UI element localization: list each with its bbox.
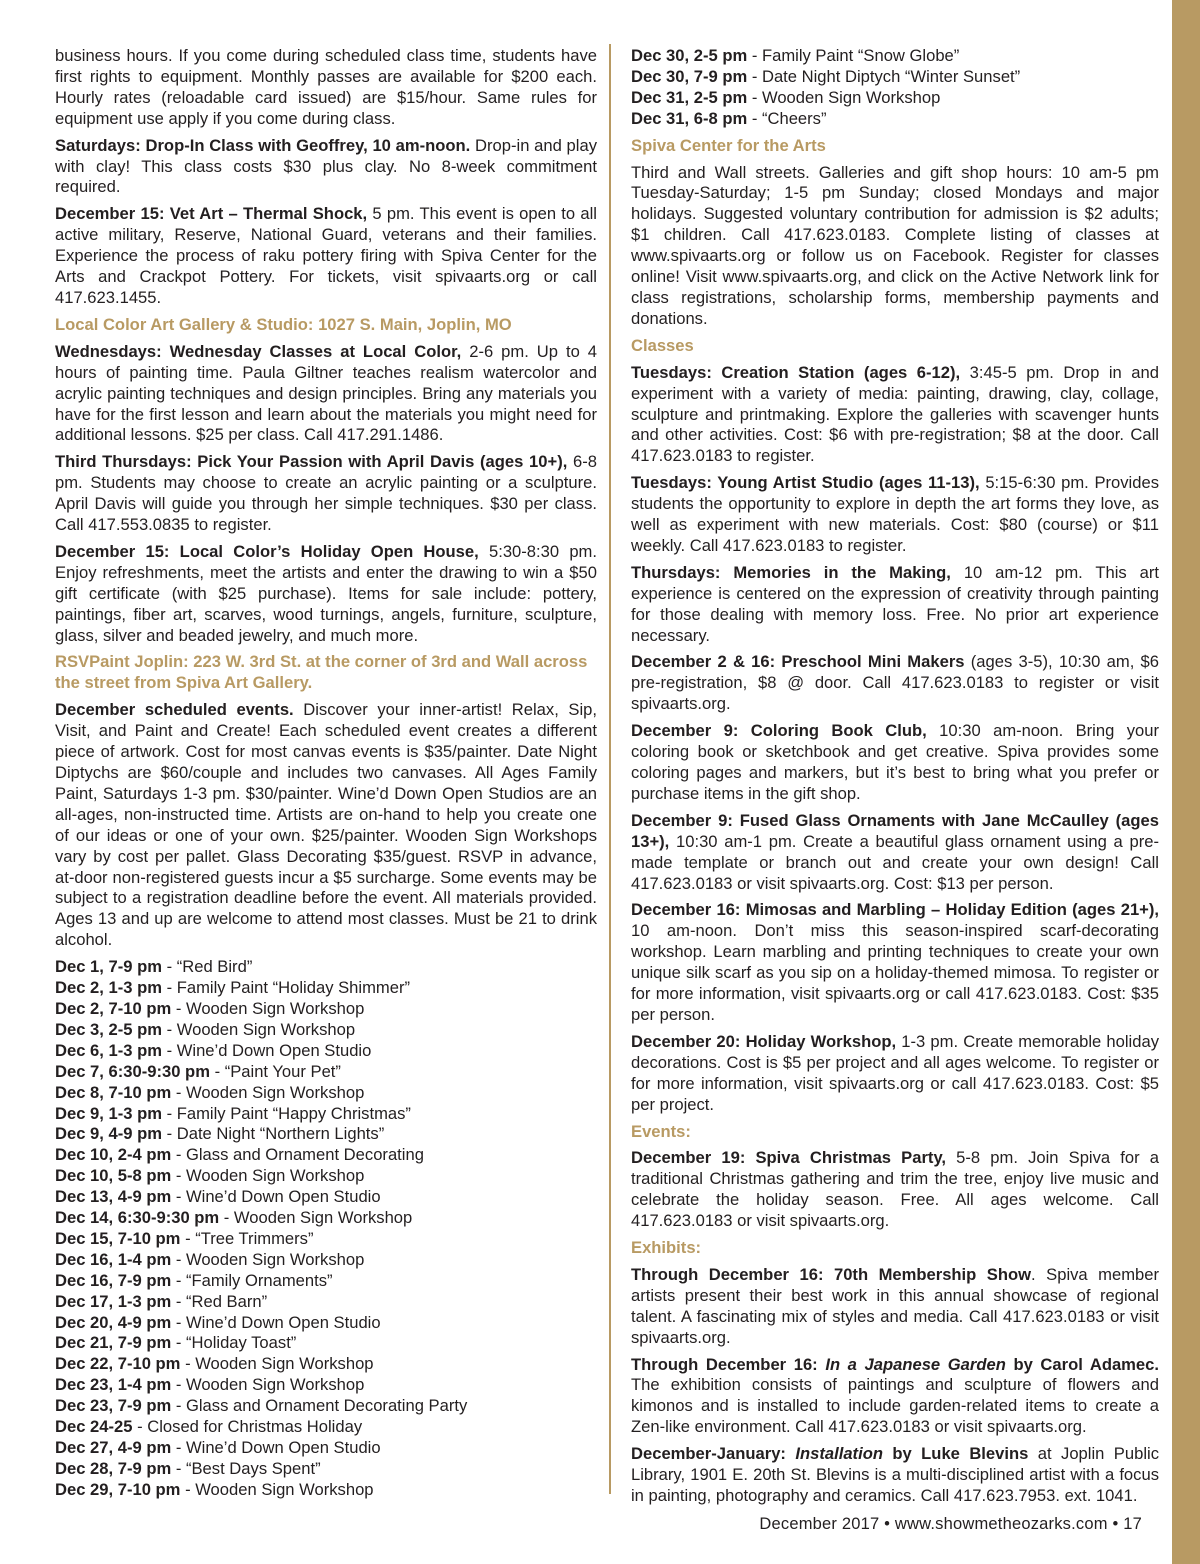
intro-text: business hours. If you come during scheduled class time, students have first rights to equipment. Monthly passes are available for $200 each. Hourly rates (reloadable card issued) are $15/hour. Same rules for equipment use apply if you come during class.: [55, 46, 597, 128]
entry-text: 6-8 pm. Students may choose to create an acrylic painting or a sculpture. April Davis will guide you through her simple techniques. $30 per class. Call 417.553.0835 to register.: [55, 452, 597, 535]
event-title: - Wooden Sign Workshop: [180, 1354, 374, 1374]
event-title: - “Holiday Toast”: [171, 1333, 297, 1353]
event-date: Dec 1, 7-9 pm: [55, 957, 162, 977]
entry-title: December scheduled events.: [55, 700, 294, 720]
vet-art-entry: [55, 204, 597, 309]
entry-text: at Joplin Public Library, 1901 E. 20th St. Blevins is a multi-disciplined artist with a focus in painting, photography and ceramics. Call 417.623.7953. ext. 1041.: [631, 1444, 1160, 1505]
holiday-workshop-entry: [631, 1032, 1159, 1116]
event-date: Dec 24-25: [55, 1417, 133, 1437]
event-date: Dec 9, 1-3 pm: [55, 1103, 162, 1123]
rsvpaint-heading: RSVPaint Joplin: 223 W. 3rd St. at the corner of 3rd and Wall across the street from Spiva Art Gallery.: [55, 652, 588, 693]
event-line: [55, 1292, 597, 1313]
preschool-mini-makers-entry: [631, 652, 1159, 715]
event-line: [55, 1229, 597, 1250]
event-date: Dec 3, 2-5 pm: [55, 1019, 162, 1039]
memories-in-the-making-entry: [631, 563, 1159, 647]
entry-text: Drop-in and play with clay! This class costs $30 plus clay. No 8-week commitment required.: [55, 135, 598, 197]
spiva-heading: Spiva Center for the Arts: [631, 135, 826, 155]
event-line: [55, 1333, 597, 1354]
event-title: - Wooden Sign Workshop: [171, 1082, 365, 1102]
event-line: [55, 1166, 597, 1187]
young-artist-studio-entry: [631, 473, 1159, 557]
event-date: Dec 29, 7-10 pm: [55, 1479, 181, 1499]
event-date: Dec 27, 4-9 pm: [55, 1438, 172, 1457]
event-date: Dec 16, 1-4 pm: [55, 1249, 172, 1269]
event-line: [55, 1145, 597, 1166]
event-title: - Wooden Sign Workshop: [171, 1166, 365, 1186]
event-title: - “Red Bird”: [161, 957, 253, 977]
event-title: - “Cheers”: [747, 108, 827, 128]
spiva-info-text: Third and Wall streets. Galleries and gift shop hours: 10 am-5 pm Tuesday-Saturday; 1-5 pm Sunday; closed Mondays and major holidays. Suggested voluntary contribution for admission is $2 adults; $1 children. Call 417.623.0183. Complete listing of classes at www.spivaarts.org or follow us on Facebook. Register for classes online! Visit www.spivaarts.org, and click on the Active Network link for class registrations, scholarship forms, membership payments and donations.: [631, 162, 1159, 328]
entry-title-end: by Carol Adamec.: [1005, 1354, 1160, 1374]
event-title: - Wooden Sign Workshop: [180, 1479, 374, 1499]
saturday-class-entry: [55, 136, 597, 199]
event-line: [55, 1083, 597, 1104]
entry-title: December 15: Vet Art – Thermal Shock,: [55, 204, 368, 224]
event-title: - Wooden Sign Workshop: [747, 87, 941, 107]
event-line: [631, 67, 1159, 88]
entry-title: December 2 & 16: Preschool Mini Makers: [631, 652, 965, 672]
event-line: [631, 46, 1159, 67]
classes-heading: Classes: [631, 335, 694, 355]
event-title: - Wine’d Down Open Studio: [161, 1040, 372, 1060]
event-line: [55, 1375, 597, 1396]
holiday-open-house-entry: [55, 542, 597, 647]
entry-title: December 9: Coloring Book Club,: [631, 721, 927, 741]
event-date: Dec 6, 1-3 pm: [55, 1040, 162, 1060]
entry-title: December 20: Holiday Workshop,: [631, 1031, 897, 1051]
event-line: [55, 999, 597, 1020]
entry-text: 5 pm. This event is open to all active military, Reserve, National Guard, veterans and their families. Experience the process of raku pottery firing with Spiva Center for the Arts and Crackpot Pottery. For tickets, visit spivaarts.org or call 417.623.1455.: [55, 204, 597, 307]
entry-title: December 9: Fused Glass Ornaments with Jane McCaulley (ages 13+),: [631, 810, 1159, 851]
event-date: Dec 15, 7-10 pm: [55, 1228, 181, 1248]
event-line: [55, 1438, 597, 1459]
entry-title: Wednesdays: Wednesday Classes at Local Color,: [55, 341, 462, 361]
event-line: [55, 1062, 597, 1083]
entry-title: Third Thursdays: Pick Your Passion with April Davis (ages 10+),: [55, 452, 568, 472]
event-title: - Wine’d Down Open Studio: [171, 1312, 381, 1332]
event-date: Dec 23, 1-4 pm: [55, 1375, 172, 1395]
entry-text: 5-8 pm. Join Spiva for a traditional Christmas gathering and trim the tree, enjoy live music and celebrate the holiday season. Free. All ages welcome. Call 417.623.0183 or visit spivaarts.org.: [631, 1148, 1159, 1231]
event-title: - Family Paint “Snow Globe”: [747, 46, 960, 65]
entry-text: 10:30 am-1 pm. Create a beautiful glass ornament using a pre-made template or branch out and create your own design! Call 417.623.0183 or visit spivaarts.org. Cost: $13 per person.: [631, 831, 1159, 893]
event-date: Dec 8, 7-10 pm: [55, 1082, 172, 1102]
entry-title: Tuesdays: Young Artist Studio (ages 11-13),: [631, 473, 980, 493]
event-title: - Wooden Sign Workshop: [171, 1375, 365, 1395]
entry-text: 10 am-12 pm. This art experience is centered on the expression of creativity through painting for those dealing with memory loss. Free. No prior art experience necessary.: [631, 562, 1159, 645]
page-footer: December 2017 • www.showmetheozarks.com • 17: [759, 1515, 1142, 1533]
event-title: - Family Paint “Holiday Shimmer”: [161, 978, 411, 998]
entry-title: December 15: Local Color’s Holiday Open House,: [55, 541, 479, 561]
event-title: - Date Night Diptych “Winter Sunset”: [747, 66, 1021, 86]
event-line: [55, 957, 597, 978]
third-thursday-entry: [55, 452, 597, 536]
entry-text: Discover your inner-artist! Relax, Sip, Visit, and Paint and Create! Each scheduled event creates a different piece of artwork. Cost for most canvas events is $35/painter. Date Night Diptychs are $60/couple and includes two canvases. All Ages Family Paint, Saturdays 1-3 pm. $30/painter. Wine’d Down Open Studios are an all-ages, non-instructed time. Artists are on-hand to help you create one of our ideas or one of your own. $25/painter. Wooden Sign Workshops vary by cost per pallet. Glass Decorating $35/guest. RSVP in advance, at-door non-registered guests incur a $5 surcharge. Some events may be subject to a registration deadline before the event. All materials provided. Ages 13 and up are welcome to attend most classes. Must be 21 to drink alcohol.: [55, 700, 597, 950]
entry-text: 5:30-8:30 pm. Enjoy refreshments, meet the artists and enter the drawing to win a $50 gift certificate (with $25 purchase). Items for sale include: pottery, paintings, fiber art, scarves, wood turnings, angels, furniture, sculpture, glass, silver and beaded jewelry, and much more.: [55, 541, 597, 645]
local-color-heading: Local Color Art Gallery & Studio: 1027 S. Main, Joplin, MO: [55, 314, 512, 334]
event-line: [631, 109, 1159, 130]
entry-text: 1-3 pm. Create memorable holiday decorations. Cost is $5 per project and all ages welcome. To register or for more information, visit spivaarts.org or call 417.623.0183. Cost: $5 per project.: [631, 1031, 1159, 1114]
rsvpaint-event-list: [55, 957, 597, 1501]
entry-title: December 16: Mimosas and Marbling – Holiday Edition (ages 21+),: [631, 900, 1159, 920]
event-date: Dec 28, 7-9 pm: [55, 1458, 172, 1478]
event-line: [55, 1020, 597, 1041]
event-date: Dec 30, 7-9 pm: [631, 66, 748, 86]
event-line: [55, 978, 597, 999]
event-title: - Date Night “Northern Lights”: [161, 1124, 385, 1144]
entry-title-end: by Luke Blevins: [882, 1444, 1029, 1464]
event-date: Dec 31, 2-5 pm: [631, 87, 748, 107]
event-title: - Wine’d Down Open Studio: [171, 1187, 381, 1207]
entry-title: Thursdays: Memories in the Making,: [631, 562, 951, 582]
event-date: Dec 16, 7-9 pm: [55, 1270, 172, 1290]
entry-title: Through December 16:: [631, 1354, 826, 1374]
event-title: - Family Paint “Happy Christmas”: [161, 1103, 411, 1123]
entry-title-italic: In a Japanese Garden: [825, 1354, 1006, 1374]
event-date: Dec 13, 4-9 pm: [55, 1187, 172, 1207]
right-column: [631, 46, 1159, 1513]
event-line: [55, 1187, 597, 1208]
event-line: [55, 1396, 597, 1417]
entry-text: 2-6 pm. Up to 4 hours of painting time. Paula Giltner teaches realism watercolor and acrylic painting techniques and design principles. Bring any materials you have for the first lesson and learn about the materials you might need for additional lessons. $25 per class. Call 417.291.1486.: [55, 341, 597, 445]
event-date: Dec 22, 7-10 pm: [55, 1354, 181, 1374]
event-date: Dec 20, 4-9 pm: [55, 1312, 172, 1332]
event-title: - Closed for Christmas Holiday: [132, 1417, 363, 1437]
event-title: - Wooden Sign Workshop: [161, 1019, 356, 1039]
entry-title: December 19: Spiva Christmas Party,: [631, 1148, 947, 1168]
entry-text: 10 am-noon. Don’t miss this season-inspired scarf-decorating workshop. Learn marbling and printing techniques to create your own unique silk scarf as you sip on a holiday-themed mimosa. To register or for more information, visit spivaarts.org or call 417.623.0183. Cost: $35 per person.: [631, 921, 1159, 1024]
event-title: - Glass and Ornament Decorating Party: [171, 1396, 468, 1416]
event-title: - “Best Days Spent”: [171, 1458, 321, 1478]
left-column: [55, 46, 597, 1507]
event-date: Dec 2, 1-3 pm: [55, 978, 162, 998]
event-line: [55, 1480, 597, 1501]
event-line: [55, 1041, 597, 1062]
event-title: - Wooden Sign Workshop: [219, 1208, 413, 1228]
entry-title: Saturdays: Drop-In Class with Geoffrey, 10 am-noon.: [55, 135, 471, 155]
event-line: [55, 1250, 597, 1271]
event-date: Dec 23, 7-9 pm: [55, 1396, 172, 1416]
scheduled-events-entry: [55, 700, 597, 951]
decorative-sidebar-bar: [1172, 0, 1200, 1564]
event-line: [55, 1459, 597, 1480]
event-date: Dec 30, 2-5 pm: [631, 46, 748, 65]
mimosas-and-marbling-entry: [631, 900, 1159, 1025]
entry-text: 5:15-6:30 pm. Provides students the opportunity to explore in depth the art forms they love, as well as experiment with new materials. Cost: $80 (course) or $11 weekly. Call 417.623.0183 to register.: [631, 473, 1159, 555]
entry-text: (ages 3-5), 10:30 am, $6 pre-registration, $8 @ door. Call 417.623.0183 to register or visit spivaarts.org.: [631, 652, 1159, 714]
creation-station-entry: [631, 363, 1159, 468]
entry-title: Tuesdays: Creation Station (ages 6-12),: [631, 362, 961, 382]
entry-title: Through December 16: 70th Membership Show: [631, 1264, 1032, 1284]
event-date: Dec 14, 6:30-9:30 pm: [55, 1208, 220, 1228]
entry-text: . Spiva member artists present their best work in this annual showcase of regional talent. A fascinating mix of styles and media. Call 417.623.0183 or visit spivaarts.org.: [631, 1264, 1159, 1347]
event-line: [55, 1104, 597, 1125]
event-date: Dec 17, 1-3 pm: [55, 1291, 172, 1311]
event-title: - “Red Barn”: [171, 1291, 268, 1311]
event-line: [55, 1208, 597, 1229]
christmas-party-entry: [631, 1148, 1159, 1232]
event-line: [631, 88, 1159, 109]
japanese-garden-entry: [631, 1355, 1159, 1439]
event-line: [55, 1354, 597, 1375]
entry-text: 3:45-5 pm. Drop in and experiment with a variety of media: painting, drawing, clay, collage, sculpture and printmaking. Explore the galleries with scavenger hunts and other activities. Cost: $6 with pre-registration; $8 at the door. Call 417.623.0183 to register.: [631, 362, 1159, 466]
installation-entry: [631, 1444, 1159, 1507]
event-title: - “Family Ornaments”: [171, 1270, 333, 1290]
entry-text: The exhibition consists of paintings and sculpture of flowers and kimonos and is installed to include garden-related items to create a Zen-like environment. Call 417.623.0183 or visit spivaarts.org.: [631, 1375, 1159, 1437]
membership-show-entry: [631, 1265, 1159, 1349]
event-date: Dec 10, 2-4 pm: [55, 1145, 172, 1165]
event-date: Dec 7, 6:30-9:30 pm: [55, 1061, 210, 1081]
events-heading: Events:: [631, 1121, 691, 1141]
event-title: - Wooden Sign Workshop: [171, 1249, 365, 1269]
event-date: Dec 2, 7-10 pm: [55, 998, 172, 1018]
entry-title: December-January:: [631, 1444, 796, 1464]
exhibits-heading: Exhibits:: [631, 1238, 702, 1258]
event-title: - “Paint Your Pet”: [209, 1061, 341, 1081]
event-date: Dec 9, 4-9 pm: [55, 1124, 162, 1144]
spiva-info-paragraph: [631, 163, 1159, 330]
column-divider: [609, 44, 611, 1494]
event-line: [55, 1271, 597, 1292]
event-date: Dec 21, 7-9 pm: [55, 1333, 172, 1353]
event-line: [55, 1313, 597, 1334]
event-date: Dec 10, 5-8 pm: [55, 1166, 172, 1186]
event-title: - Glass and Ornament Decorating: [171, 1145, 424, 1165]
entry-title-italic: Installation: [795, 1444, 883, 1464]
fused-glass-ornaments-entry: [631, 811, 1159, 895]
intro-paragraph: [55, 46, 597, 130]
event-date: Dec 31, 6-8 pm: [631, 108, 748, 128]
event-line: [55, 1124, 597, 1145]
wednesday-class-entry: [55, 342, 597, 447]
event-line: [55, 1417, 597, 1438]
event-title: - Wine’d Down Open Studio: [171, 1438, 381, 1457]
event-title: - Wooden Sign Workshop: [171, 998, 365, 1018]
entry-text: 10:30 am-noon. Bring your coloring book or sketchbook and get creative. Spiva provides some coloring pages and markers, but it’s best to bring what you prefer or purchase items in the gift shop.: [631, 721, 1159, 803]
rsvpaint-event-list-continued: [631, 46, 1159, 130]
coloring-book-club-entry: [631, 721, 1159, 805]
event-title: - “Tree Trimmers”: [180, 1228, 314, 1248]
